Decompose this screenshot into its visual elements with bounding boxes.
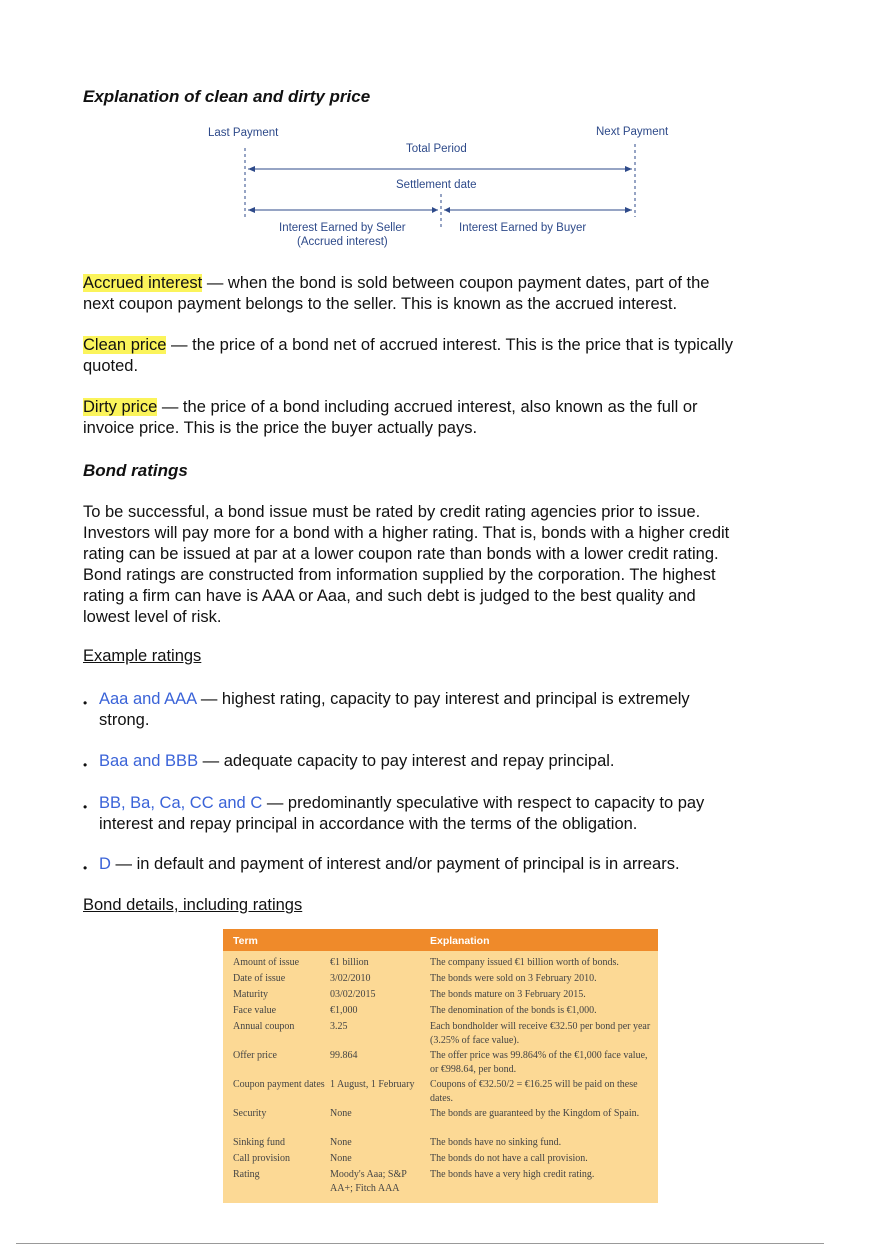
section-heading-bond-ratings: Bond ratings [83, 461, 188, 480]
diagram-total-period: Total Period [406, 143, 467, 155]
rating-term: Baa and BBB [99, 752, 199, 770]
rating-bullet: • BB, Ba, Ca, CC and C — predominantly speculative with respect to capacity to pay interest and repay principal in accordance with the terms of the obligation. [83, 794, 705, 833]
diagram-settlement-date: Settlement date [396, 179, 477, 191]
diagram-next-payment: Next Payment [596, 126, 669, 138]
rating-term: BB, Ba, Ca, CC and C [99, 794, 263, 812]
rating-term: D [99, 855, 111, 873]
bond-details-heading: Bond details, including ratings [83, 896, 303, 914]
rating-bullet: • Baa and BBB — adequate capacity to pay interest and repay principal. [83, 752, 615, 772]
header-term: Term [233, 935, 258, 947]
page-bottom-rule [16, 1243, 824, 1244]
diagram-last-payment: Last Payment [208, 127, 279, 139]
dirty-price-term: Dirty price [83, 398, 158, 416]
rating-term: Aaa and AAA [99, 690, 197, 708]
ratings-paragraph: To be successful, a bond issue must be rated by credit rating agencies prior to issue. Investors will pay more for a bond with a higher rating. That is, bonds with a higher credit rating can be issued at par at a lower coupon rate than bonds with a lower credit rating. Bond ratings are constructed from information supplied by the corporation. The highest rating a firm can have is AAA or Aaa, and such debt is judged to the best quality and lowest level of risk. [83, 503, 730, 626]
section-heading-clean-dirty: Explanation of clean and dirty price [83, 87, 371, 106]
accrued-interest-paragraph: Accrued interest — when the bond is sold between coupon payment dates, part of the next coupon payment belongs to the seller. This is known as the accrued interest. [83, 274, 710, 313]
diagram-seller-label: Interest Earned by Seller [279, 222, 406, 234]
clean-price-term: Clean price [83, 336, 167, 354]
rating-bullet: • D — in default and payment of interest and/or payment of principal is in arrears. [83, 855, 680, 875]
example-ratings-heading: Example ratings [83, 647, 202, 665]
bond-details-table: Term Explanation Amount of issue €1 billion The company issued €1 billion worth of bonds. Date of issue 3/02/2010 The bonds were sold on 3 February 2010. Maturity 03/02/2015 The bonds mature on 3 February 2015. Face value €1,000 The denomination of the bonds is €1,000. Annual coupon 3.25 Each bondholder will receive €32.50 per bond per year (3.25% of face value). Offer price 99.864 The offer price was 99.864% of the €1,000 face value, or €998.64, per bond. Coupon payment dates 1 August, 1 February Coupons of €32.50/2 = €16.25 will be paid on these dates. Security None The bonds are guaranteed by the Kingdom of Spain. Sinking fund None The bonds have no sinking fund. Call provision None The bonds do not have a call provision. Rating Moody's Aaa; S&P AA+; Fitch AAA The bonds have a very high credit rating. [223, 929, 658, 1203]
diagram-seller-sublabel: (Accrued interest) [297, 236, 388, 248]
clean-price-paragraph: Clean price — the price of a bond net of accrued interest. This is the price that is typically quoted. [83, 336, 733, 375]
accrued-interest-term: Accrued interest [83, 274, 203, 292]
diagram-buyer-label: Interest Earned by Buyer [459, 222, 587, 234]
rating-bullet: • Aaa and AAA — highest rating, capacity to pay interest and principal is extremely strong. [83, 690, 690, 729]
settlement-diagram [200, 122, 680, 252]
header-explanation: Explanation [430, 935, 490, 947]
table-header [223, 929, 658, 951]
dirty-price-paragraph: Dirty price — the price of a bond including accrued interest, also known as the full or invoice price. This is the price the buyer actually pays. [83, 398, 698, 437]
